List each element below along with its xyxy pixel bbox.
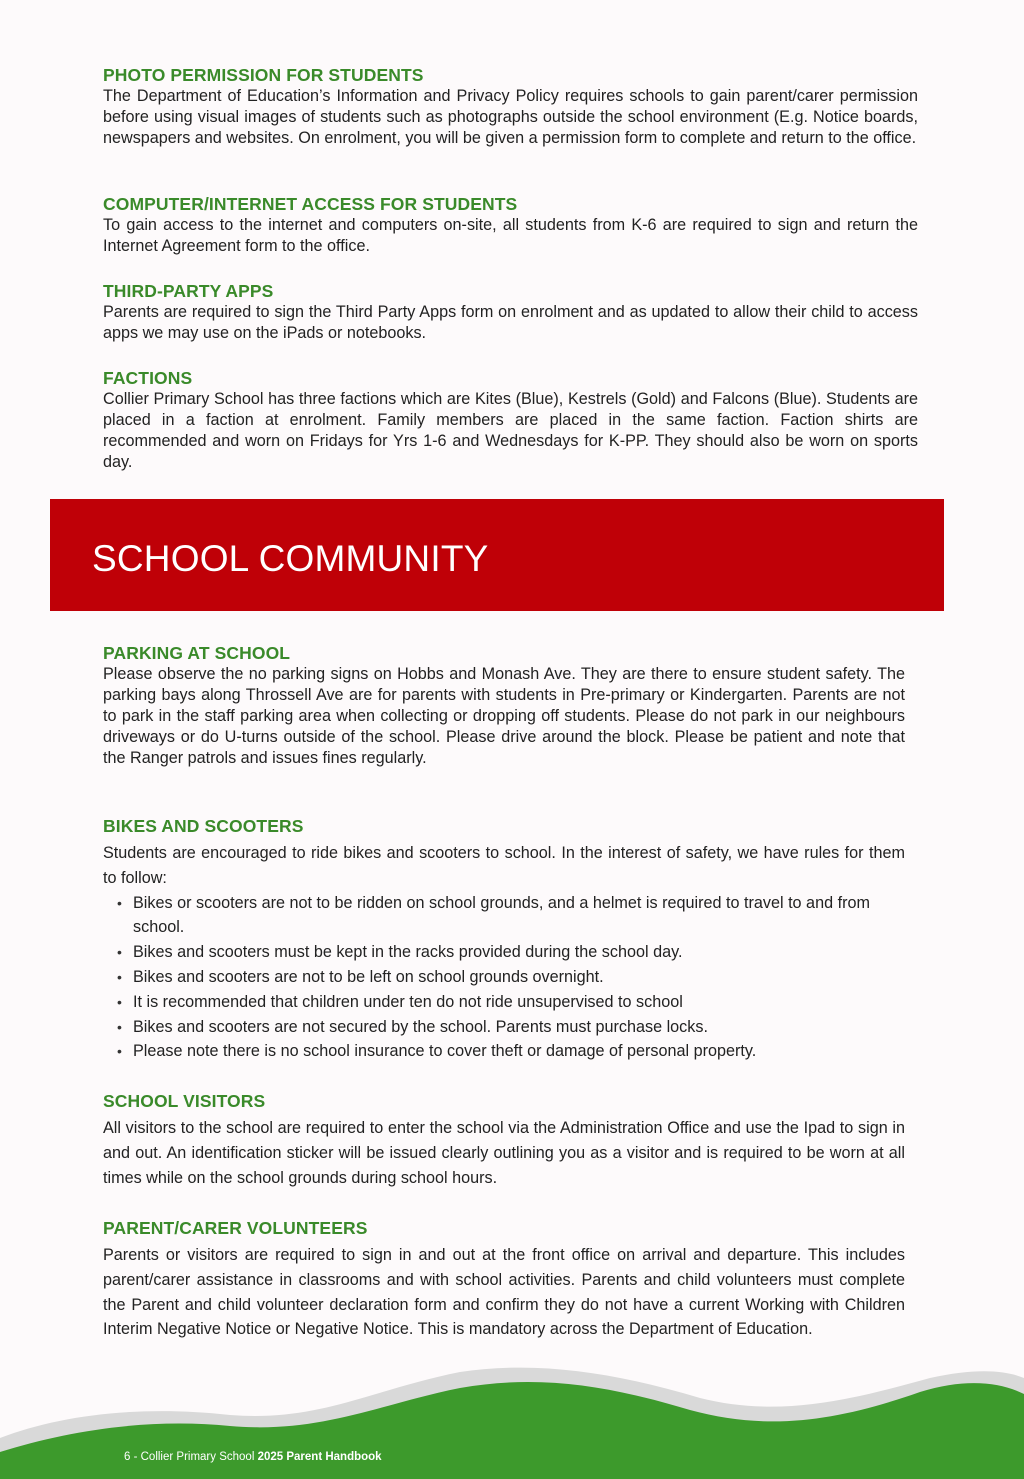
section-heading: PARKING AT SCHOOL [103, 643, 291, 663]
section-intro: Students are encouraged to ride bikes and scooters to school. In the interest of safety, we have rules for them to follow: [103, 844, 905, 887]
list-item: • Bikes or scooters are not to be ridden on school grounds, and a helmet is required to travel to and from school. [117, 891, 905, 941]
list-item: • Please note there is no school insurance to cover theft or damage of personal property. [117, 1039, 905, 1064]
section-body: Please observe the no parking signs on Hobbs and Monash Ave. They are there to ensure student safety. The parking bays along Throssell Ave are for parents with students in Pre-primary or Kindergarten. Parents are not to park in the staff parking area when collecting or dropping off students. Please do not park in our neighbours driveways or do U-turns outside of the school. Please drive around the block. Please be patient and note that the Ranger patrols and issues fines regularly. [103, 665, 905, 767]
list-item: • Bikes and scooters must be kept in the racks provided during the school day. [117, 940, 905, 965]
section-body: Collier Primary School has three factions which are Kites (Blue), Kestrels (Gold) and Falcons (Blue). Students are placed in a faction at enrolment. Family members are placed in the same faction. Faction shirts are recommended and worn on Fridays for Yrs 1-6 and Wednesdays for K-PP. They should also be worn on sports day. [103, 390, 918, 471]
section-photo-permission [103, 64, 918, 149]
section-heading: PARENT/CARER VOLUNTEERS [103, 1218, 368, 1238]
section-body: All visitors to the school are required to enter the school via the Administration Office and use the Ipad to sign in and out. An identification sticker will be issued clearly outlining you as a visitor and is required to be worn at all times while on the school grounds during school hours. [103, 1119, 905, 1187]
footer-prefix: 6 - Collier Primary School [124, 1451, 258, 1463]
section-parent-carer-volunteers [103, 1217, 905, 1342]
section-parking [103, 642, 905, 769]
section-computer-internet-access [103, 193, 918, 257]
list-item: • Bikes and scooters are not secured by the school. Parents must purchase locks. [117, 1015, 905, 1040]
section-body: Parents or visitors are required to sign in and out at the front office on arrival and departure. This includes parent/carer assistance in classrooms and with school activities. Parents and child volunteers must complete the Parent and child volunteer declaration form and confirm they do not have a current Working with Children Interim Negative Notice or Negative Notice. This is mandatory across the Department of Education. [103, 1246, 905, 1339]
section-body: To gain access to the internet and computers on-site, all students from K-6 are required to sign and return the Internet Agreement form to the office. [103, 216, 918, 255]
section-bikes-scooters [103, 815, 905, 1064]
footer-handbook-title: 2025 Parent Handbook [257, 1451, 382, 1463]
section-third-party-apps [103, 280, 918, 344]
list-item: • Bikes and scooters are not to be left on school grounds overnight. [117, 965, 905, 990]
page-footer [124, 1451, 382, 1463]
list-item: • It is recommended that children under ten do not ride unsupervised to school [117, 990, 905, 1015]
section-school-visitors [103, 1090, 905, 1190]
section-body: Parents are required to sign the Third Party Apps form on enrolment and as updated to allow their child to access apps we may use on the iPads or notebooks. [103, 303, 918, 342]
section-heading: BIKES AND SCOOTERS [103, 816, 304, 836]
school-community-banner [50, 499, 944, 611]
section-heading: THIRD-PARTY APPS [103, 281, 274, 301]
section-heading: PHOTO PERMISSION FOR STUDENTS [103, 65, 424, 85]
section-heading: COMPUTER/INTERNET ACCESS FOR STUDENTS [103, 194, 518, 214]
section-body: The Department of Education’s Information and Privacy Policy requires schools to gain parent/carer permission before using visual images of students such as photographs outside the school environment (E.g. Notice boards, newspapers and websites. On enrolment, you will be given a permission form to complete and return to the office. [103, 87, 918, 147]
section-heading: FACTIONS [103, 368, 193, 388]
section-heading: SCHOOL VISITORS [103, 1091, 266, 1111]
bike-rules-list [103, 891, 905, 1065]
section-factions [103, 367, 918, 473]
banner-title: SCHOOL COMMUNITY [92, 538, 489, 579]
